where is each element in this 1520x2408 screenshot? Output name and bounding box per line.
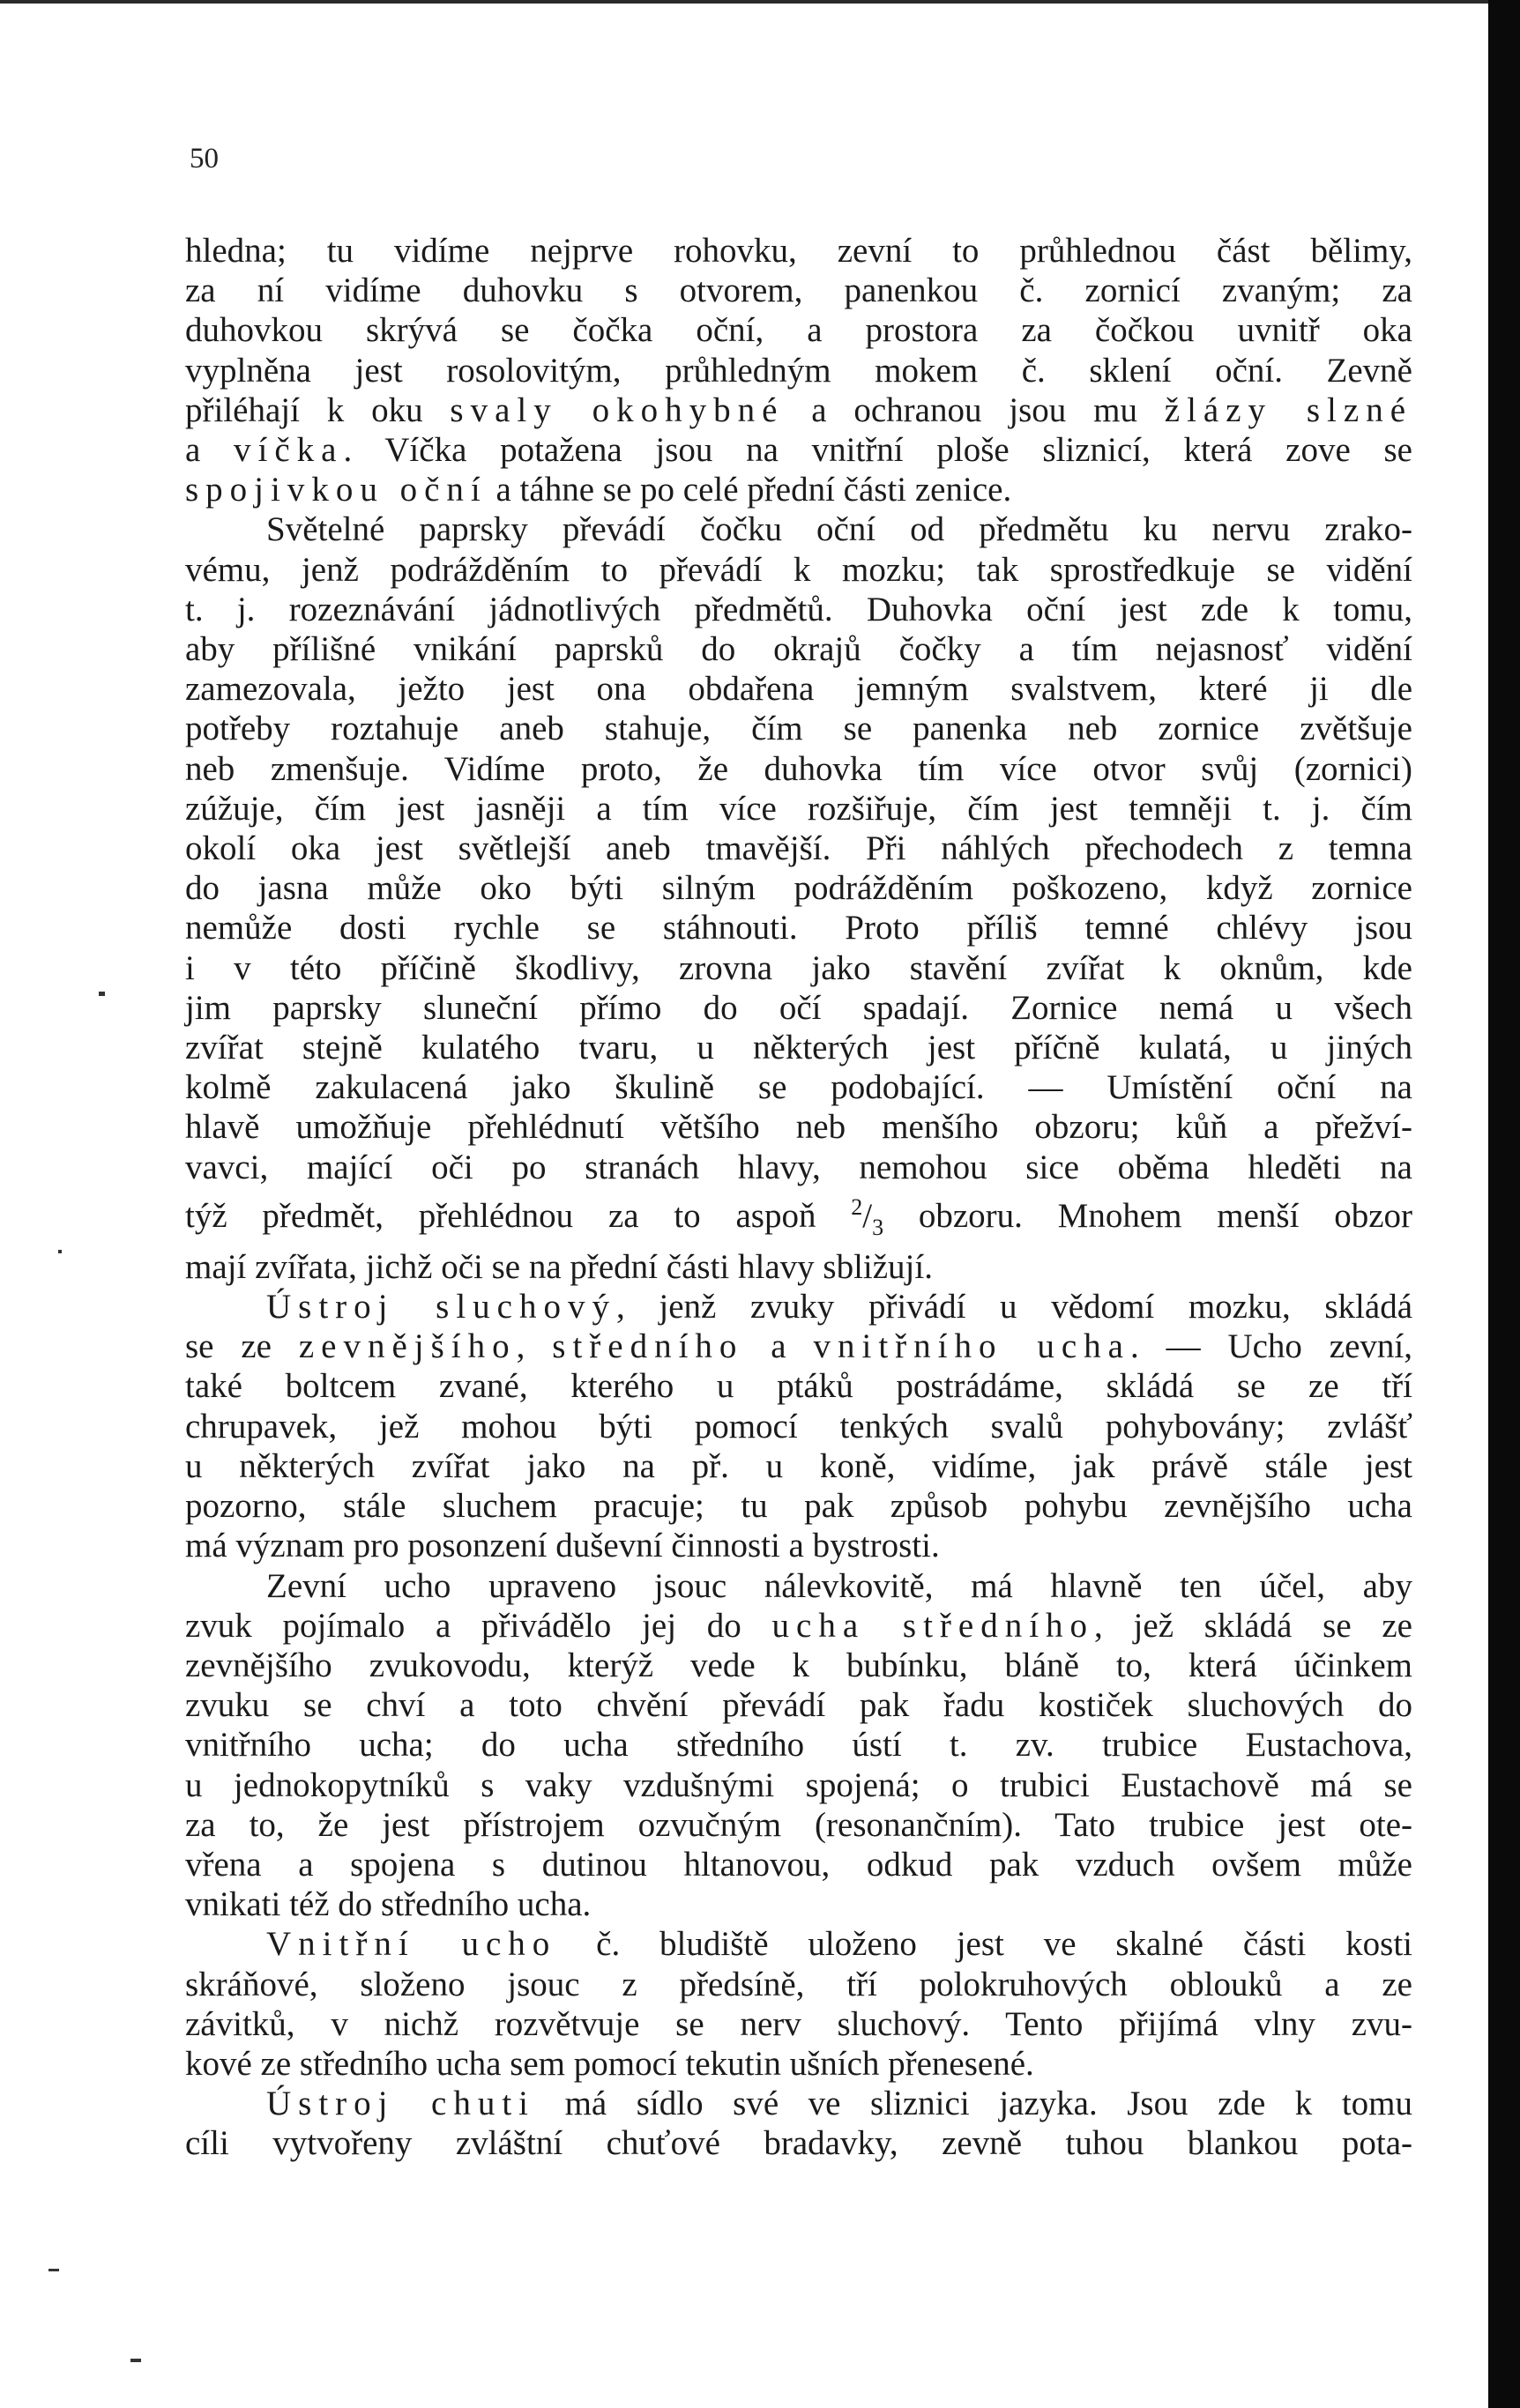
text-line — [185, 1965, 1412, 2004]
text-run: . — Ucho zevní, — [1129, 1327, 1413, 1366]
text-run: chrupavek, jež mohou býti pomocí tenkých svalů pohybovány; zvlášť — [185, 1407, 1412, 1446]
text-run: mají zvířata, jichž oči se na přední části hlavy sbližují. — [185, 1247, 933, 1286]
spaced-term: žlázy slzné — [1164, 390, 1413, 429]
text-line — [185, 1148, 1412, 1187]
text-line — [185, 430, 1412, 470]
text-run: má význam pro posonzení duševní činnosti a bystrosti. — [185, 1527, 940, 1565]
text-run: do jasna může oko býti silným podrážděním poškozeno, když zornice — [185, 869, 1412, 908]
text-run: . Víčka potažena jsou na vnitřní ploše sliznicí, která zove se — [343, 431, 1412, 470]
text-run: neb zmenšuje. Vidíme proto, že duhovka tím více otvor svůj (zornici) — [185, 749, 1412, 788]
text-line — [185, 868, 1412, 908]
text-line — [185, 590, 1412, 629]
text-line — [185, 669, 1412, 709]
spaced-term: ucha středního — [771, 1606, 1095, 1645]
text-run: , — [516, 1327, 553, 1366]
text-line — [185, 1765, 1412, 1805]
text-run: , jež skládá se ze — [1094, 1606, 1412, 1645]
text-line — [185, 1526, 1412, 1565]
text-run: kolmě zakulacená jako škulině se podobající. — Umístění oční na — [185, 1068, 1412, 1107]
text-line — [185, 1446, 1412, 1486]
text-line — [185, 789, 1412, 829]
text-run: kové ze středního ucha sem pomocí tekutin ušních přenesené. — [185, 2044, 1034, 2083]
text-line — [185, 1287, 1412, 1327]
text-run: také boltcem zvané, kterého u ptáků postrádáme, skládá se ze tří — [185, 1367, 1412, 1406]
spaced-term: svaly okohybné — [450, 390, 785, 429]
text-run: i v této příčině škodlivy, zrovna jako stavění zvířat k oknům, kde — [185, 948, 1412, 987]
text-run: závitků, v nichž rozvětvuje se nerv sluchový. Tento přijímá vlny zvu- — [185, 2004, 1412, 2043]
text-line — [185, 351, 1412, 390]
spaced-term: Vnitřní ucho — [266, 1925, 557, 1964]
text-line — [185, 1067, 1412, 1107]
scan-border-right — [1488, 0, 1520, 2408]
text-line — [185, 1327, 1412, 1366]
text-line — [185, 1107, 1412, 1147]
text-run: potřeby roztahuje aneb stahuje, čím se panenka neb zornice zvětšuje — [185, 710, 1412, 748]
text-run: Světelné paprsky převádí čočku oční od předmětu ku nervu zrako- — [266, 510, 1412, 549]
text-run: duhovkou skrývá se čočka oční, a prostora za čočkou uvnitř oka — [185, 311, 1412, 350]
spaced-term: Ústroj sluchový — [266, 1288, 616, 1327]
text-line — [185, 310, 1412, 350]
text-line — [185, 1884, 1412, 1924]
text-run: zvuku se chví a toto chvění převádí pak řadu kostiček sluchových do — [185, 1686, 1412, 1725]
text-line — [185, 749, 1412, 789]
text-run: zevnějšího zvukovodu, kterýž vede k bubínku, bláně to, která účinkem — [185, 1646, 1412, 1684]
text-line — [185, 1247, 1412, 1287]
text-line — [185, 1028, 1412, 1067]
text-line — [185, 629, 1412, 669]
text-run: zvuk pojímalo a přivádělo jej do — [185, 1606, 772, 1645]
text-run: se ze — [185, 1327, 299, 1366]
text-run: vému, jenž podrážděním to převádí k mozku; tak sprostředkuje se vidění — [185, 550, 1412, 589]
text-line — [185, 1845, 1412, 1884]
spaced-term: víčka — [234, 431, 344, 470]
text-line — [185, 2044, 1412, 2084]
text-line — [185, 550, 1412, 590]
text-run: zamezovala, ježto jest ona obdařena jemným svalstvem, které ji dle — [185, 670, 1412, 709]
scan-speck — [99, 992, 105, 996]
text-line — [185, 2004, 1412, 2044]
text-run: , jenž zvuky přivádí u vědomí mozku, skládá — [615, 1288, 1413, 1327]
text-run: hledna; tu vidíme nejprve rohovku, zevní to průhlednou část bělimy, — [185, 232, 1412, 270]
text-line — [185, 231, 1412, 271]
text-line — [185, 908, 1412, 948]
text-run: nemůže dosti rychle se stáhnouti. Proto příliš temné chlévy jsou — [185, 909, 1412, 948]
text-run: obzoru. Mnohem menší obzor — [883, 1196, 1413, 1235]
spaced-term: zevnějšího — [298, 1327, 517, 1366]
text-run: a — [185, 431, 235, 470]
text-line — [185, 1725, 1412, 1765]
scan-speck — [48, 2269, 59, 2271]
text-run: vnikati též do středního ucha. — [185, 1885, 592, 1924]
text-line — [185, 709, 1412, 748]
text-run: a táhne se po celé přední části zenice. — [487, 471, 1012, 509]
text-line — [185, 1486, 1412, 1526]
text-run: vyplněna jest rosolovitým, průhledným mokem č. sklení oční. Zevně — [185, 351, 1412, 390]
text-line — [185, 2084, 1412, 2123]
text-line — [185, 1685, 1412, 1725]
spaced-term: vnitřního ucha — [813, 1327, 1130, 1366]
text-run: Zevní ucho upraveno jsouc nálevkovitě, má hlavně ten účel, aby — [266, 1566, 1412, 1605]
scan-border-top — [0, 0, 1520, 4]
text-run: č. bludiště uloženo jest ve skalné části kosti — [556, 1925, 1412, 1964]
text-line — [185, 390, 1412, 430]
text-line — [185, 509, 1412, 549]
body-text — [185, 231, 1412, 2164]
text-run: vnitřního ucha; do ucha středního ústí t. zv. trubice Eustachova, — [185, 1726, 1412, 1765]
spaced-term: Ústroj chuti — [266, 2085, 536, 2123]
text-run: přiléhají k oku — [185, 390, 451, 429]
text-run: u některých zvířat jako na př. u koně, vidíme, jak právě stále jest — [185, 1446, 1412, 1485]
text-line — [185, 271, 1412, 310]
text-run: hlavě umožňuje přehlédnutí většího neb menšího obzoru; kůň a přežví- — [185, 1108, 1412, 1147]
text-run: t. j. rozeznávání jádnotlivých předmětů. Duhovka oční jest zde k tomu, — [185, 590, 1412, 628]
text-run: zvířat stejně kulatého tvaru, u některých jest příčně kulatá, u jiných — [185, 1029, 1412, 1067]
text-run: cíli vytvořeny zvláštní chuťové bradavky, zevně tuhou blankou pota- — [185, 2124, 1412, 2163]
scan-speck — [58, 1250, 62, 1253]
text-line — [185, 470, 1412, 509]
fraction: $^2/_3$ — [851, 1193, 884, 1240]
spaced-term: středního — [552, 1327, 744, 1366]
text-run: okolí oka jest světlejší aneb tmavější. Při náhlých přechodech z temna — [185, 829, 1412, 868]
text-line — [185, 1646, 1412, 1685]
text-run: za to, že jest přístrojem ozvučným (resonančním). Tato trubice jest ote- — [185, 1805, 1412, 1844]
text-line — [185, 1606, 1412, 1646]
text-line — [185, 1187, 1412, 1247]
text-line — [185, 1566, 1412, 1606]
text-run: má sídlo své ve sliznici jazyka. Jsou zde k tomu — [535, 2085, 1413, 2123]
text-run: skráňové, složeno jsouc z předsíně, tří polokruhových oblouků a ze — [185, 1965, 1412, 2003]
text-run: a ochranou jsou mu — [784, 390, 1165, 429]
scan-speck — [130, 2359, 141, 2362]
text-run: vavci, mající oči po stranách hlavy, nemohou sice oběma hleděti na — [185, 1148, 1412, 1186]
text-line — [185, 829, 1412, 868]
text-run: zúžuje, čím jest jasněji a tím více rozšiřuje, čím jest temněji t. j. čím — [185, 789, 1412, 828]
text-run: pozorno, stále sluchem pracuje; tu pak způsob pohybu zevnějšího ucha — [185, 1487, 1412, 1526]
text-run: a — [743, 1327, 814, 1366]
text-run: za ní vidíme duhovku s otvorem, panenkou č. zornicí zvaným; za — [185, 271, 1412, 310]
text-line — [185, 2123, 1412, 2163]
text-line — [185, 1366, 1412, 1406]
text-run: aby přílišné vnikání paprsků do okrajů čočky a tím nejasnosť vidění — [185, 630, 1412, 669]
text-run: jim paprsky sluneční přímo do očí spadají. Zornice nemá u všech — [185, 988, 1412, 1027]
text-run: týž předmět, přehlédnou za to aspoň — [185, 1196, 852, 1235]
text-line — [185, 1924, 1412, 1964]
text-run: u jednokopytníků s vaky vzdušnými spojená; o trubici Eustachově má se — [185, 1765, 1412, 1804]
text-line — [185, 1805, 1412, 1845]
text-run: vřena a spojena s dutinou hltanovou, odkud pak vzduch ovšem může — [185, 1845, 1412, 1884]
text-line — [185, 1407, 1412, 1446]
spaced-term: spojivkou oční — [185, 471, 488, 509]
page-number: 50 — [190, 143, 219, 175]
text-line — [185, 988, 1412, 1028]
text-line — [185, 948, 1412, 988]
